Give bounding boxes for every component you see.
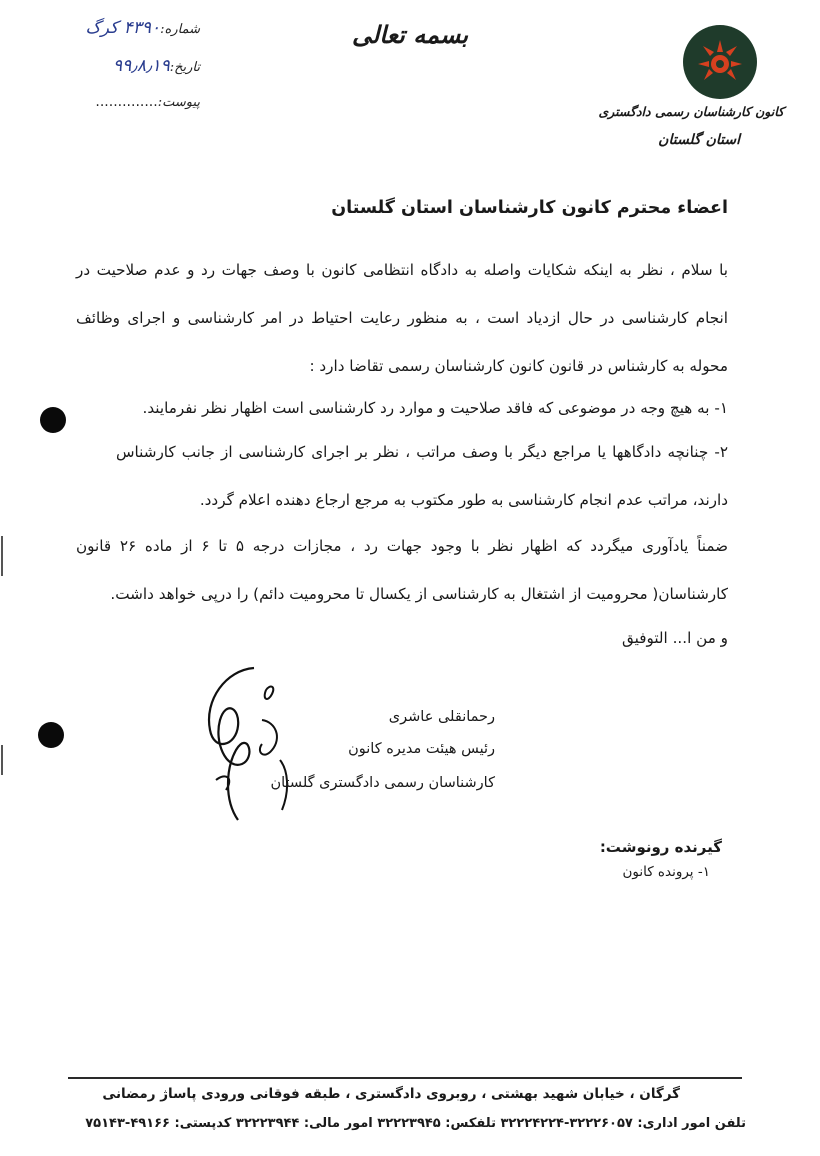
letter-intro-paragraph: با سلام ، نظر به اینکه شکایات واصله به دادگاه انتظامی کانون با وصف جهات رد و عدم صلاحیت در انجام کارشناسی در حال ازدیاد است ، به منظور رعایت احتیاط در امر کارشناسی و اجرای وظائف محوله به کارشناس در قانون کانون کارشناسان رسمی تقاضا دارد : [76, 261, 728, 375]
punch-hole-lower [38, 722, 64, 748]
signatory-title: رئیس هیئت مدیره کانون [348, 741, 495, 757]
bismillah-heading: بسمه تعالی [351, 20, 469, 49]
footer-phones: تلفن امور اداری: ۳۲۲۲۶۰۵۷-۳۲۲۲۴۲۲۴ تلفکس: ۳۲۲۲۳۹۴۵ امور مالی: ۳۲۲۲۳۹۴۴ کدپستی: ۴۹۱۶۶-۷۵۱۴۳ [85, 1116, 746, 1131]
punch-hole-upper [40, 407, 66, 433]
organization-name-line1: کانون کارشناسان رسمی دادگستری [598, 104, 784, 119]
signatory-organization: کارشناسان رسمی دادگستری گلستان [270, 775, 495, 791]
letter-attachment-field [40, 94, 200, 110]
letter-attachment-label: پیوست: [157, 95, 200, 110]
letter-reminder-paragraph: ضمناً یادآوری میگردد که اظهار نظر با وجود جهات رد ، مجازات درجه ۵ تا ۶ از ماده ۲۶ قانون کارشناسان( محرومیت از اشتغال به کارشناسی از یکسال تا محرومیت دائم) را درپی خواهد داشت. [76, 537, 728, 603]
signatory-name: رحمانقلی عاشری [388, 709, 495, 725]
letter-number-label: شماره: [160, 22, 200, 37]
letter-date-field [40, 56, 200, 76]
cc-item: ۱- پرونده کانون [622, 864, 710, 880]
letter-date-label: تاریخ: [169, 60, 200, 75]
kanoon-emblem-icon [682, 24, 758, 100]
letter-date-value: ۹۹٫۸٫۱۹ [113, 56, 170, 76]
letter-recipient: اعضاء محترم کانون کارشناسان استان گلستان [331, 198, 728, 218]
letter-closing: و من ا... التوفیق [621, 629, 728, 647]
cc-title: گیرنده رونوشت: [599, 838, 722, 856]
footer-divider [68, 1077, 742, 1079]
scan-edge-mark [1, 536, 3, 576]
organization-name-line2: استان گلستان [658, 132, 740, 148]
letter-number-value: ۴۳۹۰ کرگ [85, 18, 161, 38]
letter-number-field [40, 18, 200, 38]
letter-item-1: ۱- به هیچ وجه در موضوعی که فاقد صلاحیت و موارد رد کارشناسی است اظهار نظر نفرمایند. [142, 399, 728, 417]
letter-attachment-value: .............. [95, 94, 158, 110]
scan-edge-mark [1, 745, 3, 775]
footer-address: گرگان ، خیابان شهید بهشتی ، روبروی دادگستری ، طبقه فوقانی ورودی پاساژ رمضانی [102, 1086, 680, 1102]
letter-item-2: ۲- چنانچه دادگاهها یا مراجع دیگر با وصف مراتب ، نظر بر اجرای کارشناسی از جانب کارشناس دارند، مراتب عدم انجام کارشناسی به طور مکتوب به مرجع ارجاع دهنده اعلام گردد. [116, 443, 728, 509]
